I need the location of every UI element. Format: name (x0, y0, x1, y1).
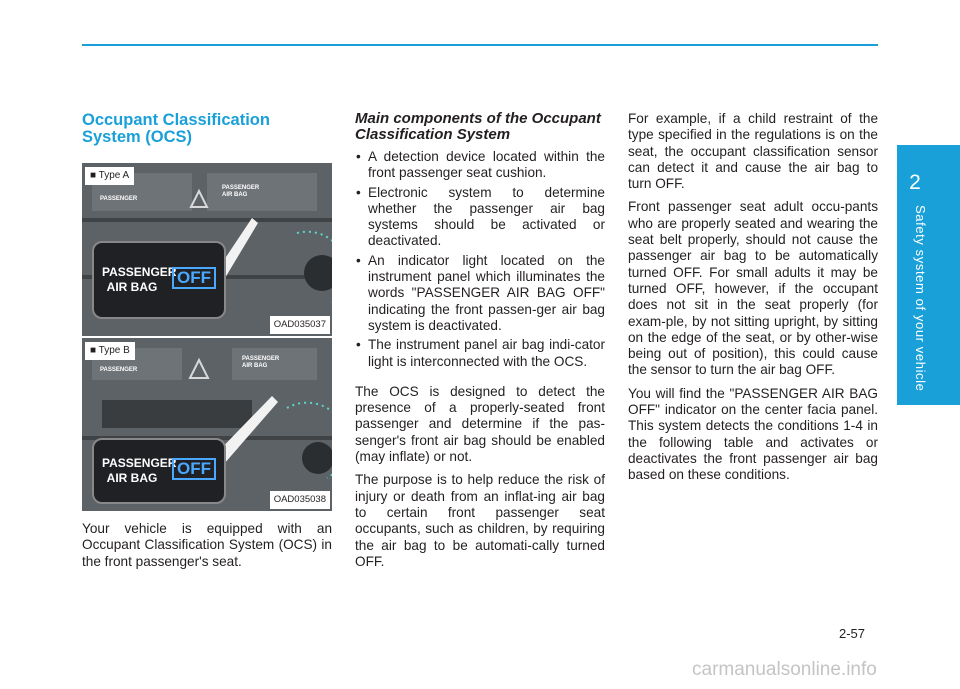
list-item: • A detection device located within the front passenger seat cushion. (355, 149, 605, 182)
figure-code: OAD035037 (270, 316, 330, 334)
airbag-off-callout (92, 438, 226, 504)
column-1 (82, 112, 332, 577)
components-heading: Main components of the Occupant Classification System (355, 110, 601, 143)
panel-label-left: PASSENGER (100, 196, 138, 202)
body-paragraph: For example, if a child restraint of the type specified in the regulations is on the seat, the occupant classification sensor can detect it and cause the air bag to turn OFF. (628, 111, 878, 192)
panel-label-right: PASSENGER AIR BAG (222, 185, 260, 198)
column-3 (628, 111, 878, 491)
column-2 (355, 111, 605, 577)
off-indicator: OFF (172, 458, 216, 480)
header-rule (82, 44, 878, 46)
list-item: • Electronic system to determine whether the passenger air bag systems should be activated or deactivated. (355, 185, 605, 250)
airbag-off-callout (92, 241, 226, 319)
callout-label: PASSENGER AIR BAG (102, 265, 177, 294)
chapter-tab[interactable] (897, 145, 960, 405)
figure-type-label: ■ Type A (85, 167, 134, 185)
figure-code: OAD035038 (270, 491, 330, 509)
components-list (355, 149, 605, 370)
chapter-title: Safety system of your vehicle (913, 205, 928, 392)
body-paragraph: The OCS is designed to detect the presence of a properly-seated front passenger and determine if the pas-senger's front air bag should be enabled (may inflate) or not. (355, 383, 605, 465)
figure-type-label: ■ Type B (85, 342, 135, 360)
watermark[interactable]: carmanualsonline.info (692, 659, 877, 680)
chapter-number: 2 (909, 171, 921, 194)
figure-type-a (82, 163, 332, 336)
off-indicator: OFF (172, 267, 216, 289)
body-paragraph: You will find the "PASSENGER AIR BAG OFF" indicator on the center facia panel. This system detects the conditions 1-4 in the following table and activates or deactivates the front passenger air bag based on these conditions. (628, 385, 878, 483)
figure-type-b (82, 338, 332, 511)
list-item: • The instrument panel air bag indi-cator light is interconnected with the OCS. (355, 337, 605, 370)
section-title: Occupant Classification System (OCS) (82, 111, 270, 146)
callout-label: PASSENGER AIR BAG (102, 456, 177, 485)
panel-label-left: PASSENGER (100, 367, 138, 373)
page-number: 2-57 (839, 626, 866, 641)
body-paragraph: Front passenger seat adult occu-pants who are properly seated and wearing the seat belt properly, should not cause the passenger air bag to be automatically turned OFF. For small adults it may be turned OFF, however, if the occupant does not sit in the seat properly (for exam-ple, by not sitting upright, by sitting on the edge of the seat, or by other-wise being out of position), this could cause the sensor to turn the air bag OFF. (628, 199, 878, 378)
ocs-intro-paragraph: Your vehicle is equipped with an Occupant Classification System (OCS) in the front passenger's seat. (82, 521, 332, 569)
body-paragraph: The purpose is to help reduce the risk of injury or death from an inflat-ing air bag to certain front passenger seat occupants, such as children, by requiring the air bag to be automati-cally turned OFF. (355, 472, 605, 569)
list-item: • An indicator light located on the instrument panel which illuminates the words "PASSENGER AIR BAG OFF" indicating the front passen-ger air bag system is deactivated. (355, 253, 605, 334)
panel-label-right: PASSENGER AIR BAG (242, 356, 280, 369)
